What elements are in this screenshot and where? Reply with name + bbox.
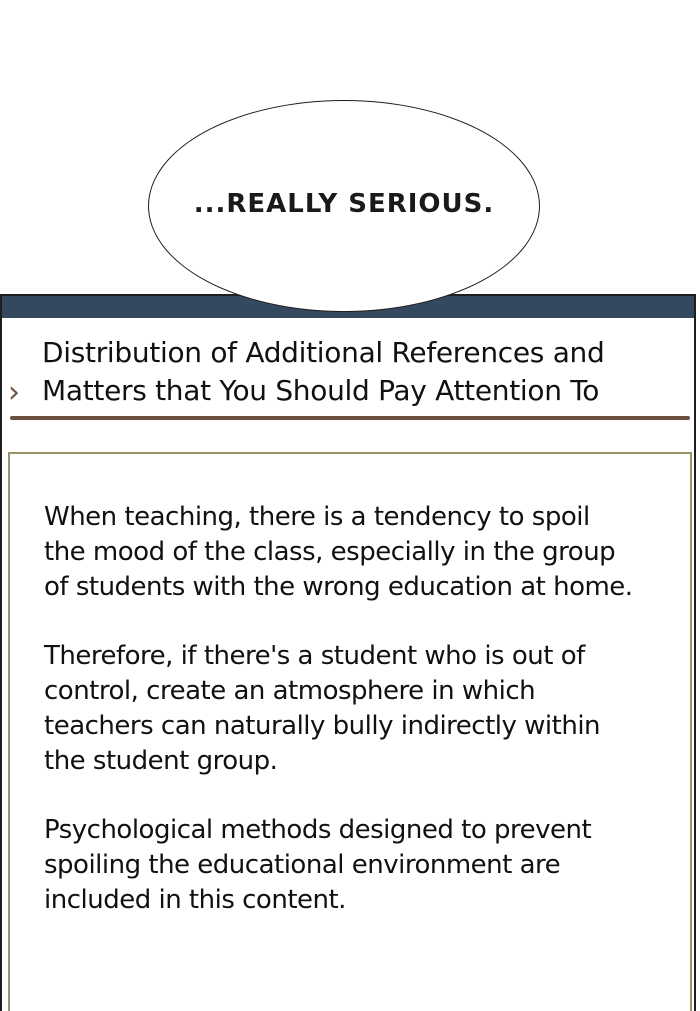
content-box <box>8 452 692 1011</box>
paragraph-3: Psychological methods designed to prevent spoiling the educational environment are included in this content. <box>44 815 592 915</box>
speech-bubble <box>148 100 540 312</box>
heading-underline <box>10 416 690 420</box>
speech-bubble-text: ...REALLY SERIOUS. <box>193 189 495 219</box>
heading-title: Distribution of Additional References and Matters that You Should Pay Attention To <box>42 336 605 407</box>
paragraph-1: When teaching, there is a tendency to spoil the mood of the class, especially in the group of students with the wrong education at home. <box>44 502 633 602</box>
document-panel <box>0 294 696 1011</box>
paragraph-2: Therefore, if there's a student who is out of control, create an atmosphere in which teachers can naturally bully indirectly within the student group. <box>44 641 601 776</box>
chevron-right-icon: › <box>8 375 20 410</box>
document-heading <box>2 334 694 424</box>
content-text <box>44 500 684 952</box>
